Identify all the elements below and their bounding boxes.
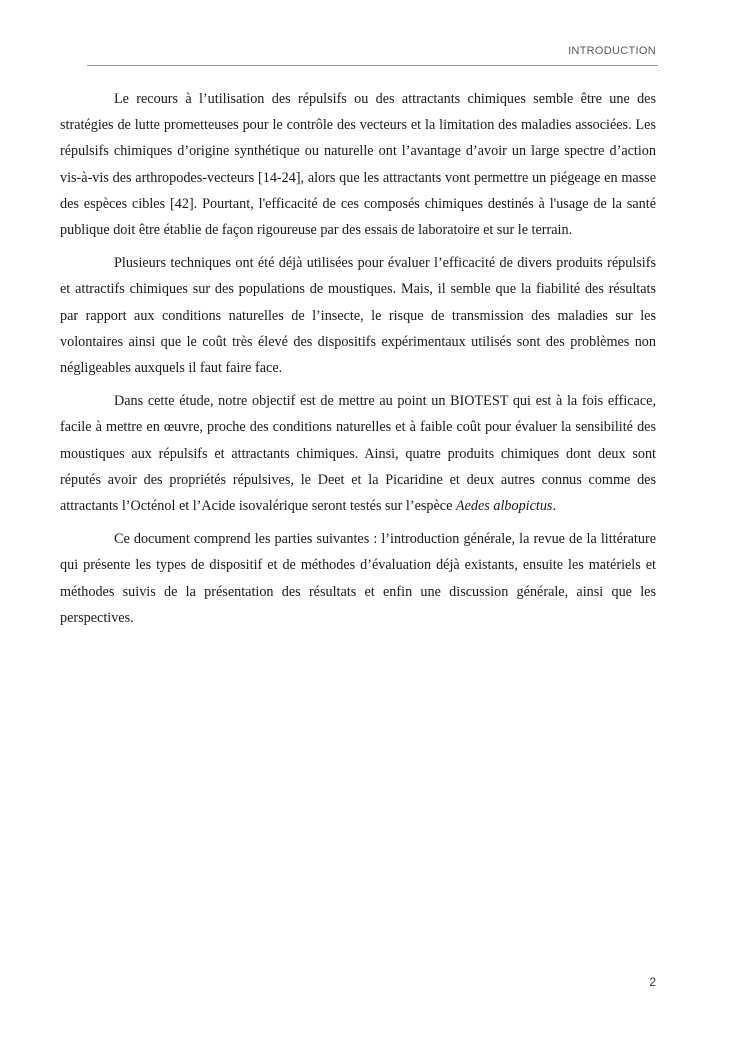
paragraph-1: Le recours à l’utilisation des répulsifs ou des attractants chimiques semble être une des stratégies de lutte prometteuses pour le contrôle des vecteurs et la limitation des maladies associées. Les répulsifs chimiques d’origine synthétique ou naturelle ont l’avantage d’avoir un large spectre d’action vis-à-vis des arthropodes-vecteurs [14-24], alors que les attractants vont permettre un piégeage en masse des espèces cibles [42]. Pourtant, l'efficacité de ces composés chimiques destinés à l'usage de la santé publique doit être établie de façon rigoureuse par des essais de laboratoire et sur le terrain. bbox=[60, 91, 656, 239]
page-number: 2 bbox=[649, 975, 656, 989]
paragraph-3 bbox=[60, 388, 656, 519]
paragraph-3-text: Dans cette étude, notre objectif est de mettre au point un BIOTEST qui est à la fois efficace, facile à mettre en œuvre, proche des conditions naturelles et à faible coût pour évaluer la sensibilité des moustiques aux répulsifs et attractants chimiques. Ainsi, quatre produits chimiques dont deux sont réputés avoir des propriétés répulsives, le Deet et la Picaridine et deux autres connus comme des attractants l’Octénol et l’Acide isovalérique seront testés sur l’espèce bbox=[60, 393, 656, 515]
paragraph-4: Ce document comprend les parties suivantes : l’introduction générale, la revue de la littérature qui présente les types de dispositif et de méthodes d’évaluation déjà existants, ensuite les matériels et méthodes suivis de la présentation des résultats et enfin une discussion générale, ainsi que les perspectives. bbox=[60, 531, 656, 626]
document-body bbox=[60, 86, 656, 638]
species-name: Aedes albopictus bbox=[455, 498, 553, 515]
header-divider bbox=[87, 65, 658, 66]
paragraph-3-end: . bbox=[552, 498, 557, 515]
paragraph-2: Plusieurs techniques ont été déjà utilisées pour évaluer l’efficacité de divers produits répulsifs et attractifs chimiques sur des populations de moustiques. Mais, il semble que la fiabilité des résultats par rapport aux conditions naturelles de l’insecte, le risque de transmission des maladies sur les volontaires ainsi que le coût très élevé des dispositifs expérimentaux utilisés sont des problèmes non négligeables auxquels il faut faire face. bbox=[60, 255, 656, 377]
running-header-title: INTRODUCTION bbox=[568, 45, 656, 57]
